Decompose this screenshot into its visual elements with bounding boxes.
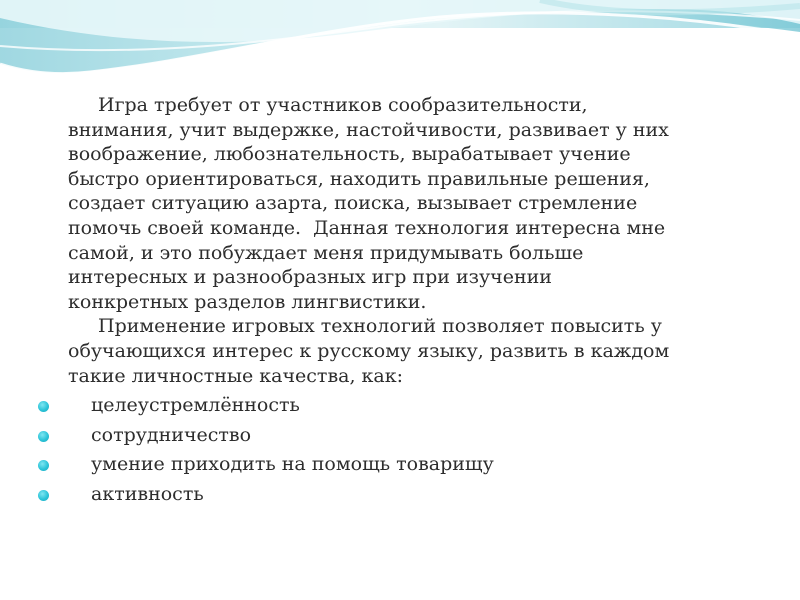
list-item [46,480,748,510]
list-item [46,450,748,480]
list-item-label: активность [91,482,204,505]
header-wave-decoration [0,0,800,90]
list-item-label: сотрудничество [91,423,252,446]
bullet-dot-icon [38,401,49,412]
list-item-label: умение приходить на помощь товарищу [91,453,494,476]
slide-content [68,93,748,509]
qualities-list [46,391,748,509]
paragraph-game-benefits: Игра требует от участников сообразительности, внимания, учит выдержке, настойчивости, развивает у них воображение, любознательность, вырабатывает учение быстро ориентироваться, находить правильные решения, создает ситуацию азарта, поиска, вызывает стремление помочь своей команде. Данная технология интересна мне самой, и это побуждает меня придумывать больше интересных и разнообразных игр при изучении конкретных разделов лингвистики. [68,94,669,313]
paragraph-game-technologies: Применение игровых технологий позволяет повысить у обучающихся интерес к русскому языку, развить в каждом такие личностные качества, как: [68,315,670,387]
list-item [46,391,748,421]
list-item [46,421,748,451]
bullet-dot-icon [38,490,49,501]
bullet-dot-icon [38,460,49,471]
bullet-dot-icon [38,431,49,442]
list-item-label: целеустремлённость [91,394,300,417]
